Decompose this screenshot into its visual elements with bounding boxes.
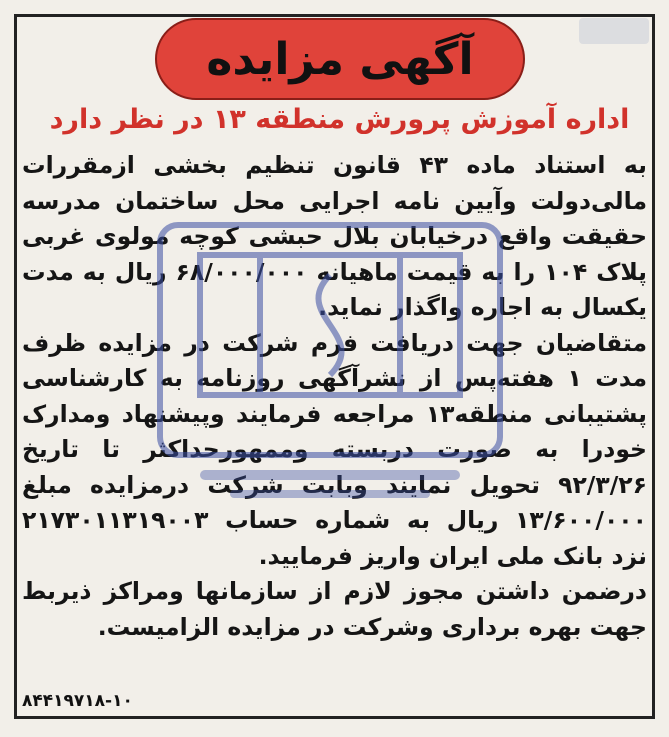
ad-body	[22, 148, 647, 645]
corner-stain	[579, 18, 649, 44]
title-banner	[155, 18, 525, 100]
body-paragraph-1: به استناد ماده ۴۳ قانون تنظیم بخشی ازمقررات مالی‌دولت وآیین نامه اجرایی محل ساختمان مدرسه حقیقت واقع درخیابان بلال حبشی کوچه مولوی غربی پلاک ۱۰۴ را به قیمت ماهیانه ۶۸/۰۰۰/۰۰۰ ریال به مدت یکسال به اجاره واگذار نماید.	[22, 151, 647, 321]
body-paragraph-2: متقاضیان جهت دریافت فرم شرکت در مزایده ظرف مدت ۱ هفته‌پس از نشرآگهی روزنامه به کارشناسی پشتیبانی منطقه۱۳ مراجعه فرمایند وپیشنهاد ومدارک خودرا به صورت دربسته وممهورحداکثر تا تاریخ ۹۲/۳/۲۶ تحویل نمایند وبابت شرکت درمزایده مبلغ ۱۳/۶۰۰/۰۰۰ ریال به شماره حساب ۲۱۷۳۰۱۱۳۱۹۰۰۳ نزد بانک ملی ایران واریز فرمایید.	[22, 328, 648, 570]
ad-reference-code: ۸۴۴۱۹۷۱۸-۱۰	[22, 691, 133, 711]
ad-subtitle: اداره آموزش پرورش منطقه ۱۳ در نظر دارد	[49, 104, 630, 135]
ad-title: آگهی مزایده	[206, 33, 474, 85]
body-paragraph-3: درضمن داشتن مجوز لازم از سازمانها ومراکز ذیربط جهت بهره برداری وشرکت در مزایده الزامیست.	[22, 577, 647, 641]
